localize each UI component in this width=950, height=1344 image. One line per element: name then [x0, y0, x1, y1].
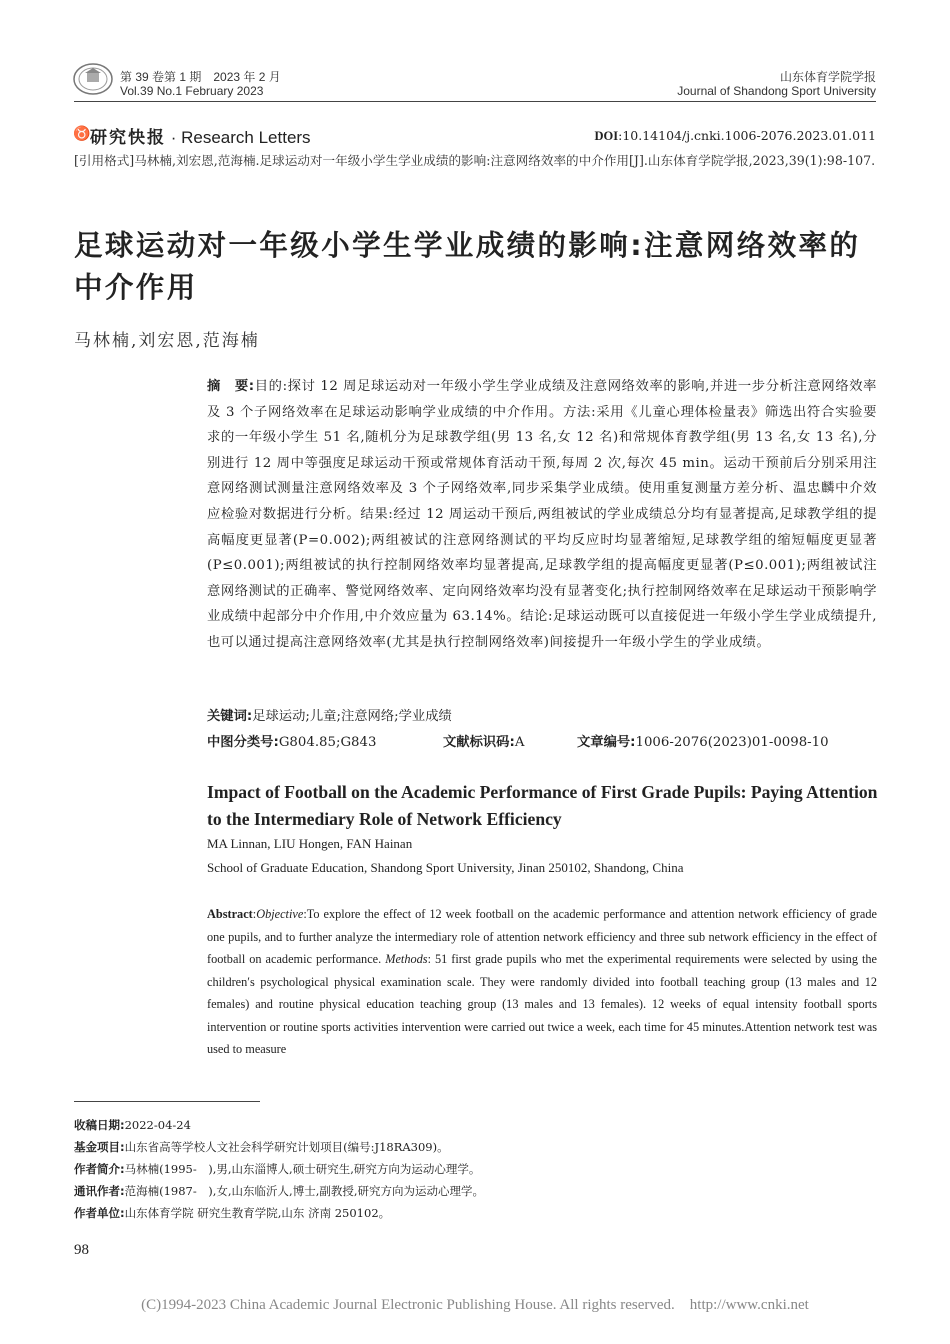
classification	[207, 731, 877, 750]
footnote-author-bio	[74, 1161, 480, 1177]
article-number-value: 1006-2076(2023)01-0098-10	[635, 735, 829, 750]
footnote-text: 范海楠(1987- ),女,山东临沂人,博士,副教授,研究方向为运动心理学。	[124, 1184, 485, 1198]
footnote-fund	[74, 1139, 449, 1155]
journal-issue	[120, 70, 281, 98]
methods-text: 51 first grade pupils who met the experimental requirements were selected by using the children′s psychological physical examination scale. They were randomly divided into football teaching group (13 males and 12 females) and routine physical education teaching group (13 males and 13 females). 12 weeks of equal intensity football sports intervention or routine sports activities intervention were carried out twice a week, each time for 45 minutes.Attention network test was used to measure	[207, 952, 877, 1056]
article-title-zh: 足球运动对一年级小学生学业成绩的影响:注意网络效率的中介作用	[74, 229, 861, 304]
column-marker-icon: ♉	[73, 126, 91, 142]
objective-label: Objective	[256, 907, 304, 921]
affiliation-en: School of Graduate Education, Shandong Sport University, Jinan 250102, Shandong, China	[207, 860, 684, 875]
keywords-text: 足球运动;儿童;注意网络;学业成绩	[252, 709, 452, 724]
abstract-zh-label: 摘 要:	[207, 379, 255, 394]
footnote-label: 基金项目:	[74, 1140, 125, 1154]
journal-logo-icon	[72, 62, 114, 96]
issue-zh: 第 39 卷第 1 期 2023 年 2 月	[120, 70, 281, 84]
footnote-label: 通讯作者:	[74, 1184, 125, 1198]
doc-code-label: 文献标识码:	[443, 735, 515, 750]
keywords	[207, 705, 452, 724]
footnote-label: 作者单位:	[74, 1206, 125, 1220]
doi-label: DOI	[594, 129, 619, 143]
journal-name	[677, 70, 876, 98]
page-number: 98	[74, 1242, 89, 1258]
authors-zh: 马林楠,刘宏恩,范海楠	[74, 331, 260, 351]
column-title-en: Research Letters	[181, 128, 311, 147]
journal-name-zh: 山东体育学院学报	[779, 70, 876, 84]
issue-en: Vol.39 No.1 February 2023	[120, 84, 264, 98]
footnote-label: 收稿日期:	[74, 1118, 125, 1132]
objective-text: To explore the effect of 12 week football on the academic performance and attention network efficiency of grade one pupils, and to further analyze the intermediary role of attention network efficiency and three sub network efficiency in the effect of football on academic performance.	[207, 907, 877, 966]
citation-format: [引用格式]马林楠,刘宏恩,范海楠.足球运动对一年级小学生学业成绩的影响:注意网络效率的中介作用[J].山东体育学院学报,2023,39(1):98-107.	[74, 153, 876, 168]
footnote-divider	[74, 1101, 260, 1102]
doi[interactable]	[595, 128, 876, 144]
keywords-label: 关键词:	[207, 709, 253, 724]
column-title-zh: 研究快报	[90, 128, 166, 148]
footnote-text: 山东省高等学校人文社会科学研究计划项目(编号:J18RA309)。	[124, 1140, 449, 1154]
footnote-text: 山东体育学院 研究生教育学院,山东 济南 250102。	[124, 1206, 391, 1220]
footnote-received	[74, 1117, 191, 1133]
header-divider	[74, 101, 876, 102]
doi-value: :10.14104/j.cnki.1006-2076.2023.01.011	[618, 128, 876, 143]
footnote-label: 作者简介:	[74, 1162, 125, 1176]
doc-code-value: A	[514, 735, 525, 750]
article-title-en: Impact of Football on the Academic Performance of First Grade Pupils: Paying Attention to the Intermediary Role of Network Efficiency	[207, 782, 878, 829]
abstract-en-label: Abstract	[207, 907, 253, 921]
column-title	[90, 123, 311, 148]
clc-value: G804.85;G843	[278, 735, 377, 750]
abstract-zh-text: 目的:探讨 12 周足球运动对一年级小学生学业成绩及注意网络效率的影响,并进一步分析注意网络效率及 3 个子网络效率在足球运动影响学业成绩的中介作用。方法:采用《儿童心理体检量表》筛选出符合实验要求的一年级小学生 51 名,随机分为足球教学组(男 13 名,女 12 名)和常规体育教学组(男 13 名,女 13 名),分别进行 12 周中等强度足球运动干预或常规体育活动干预,每周 2 次,每次 45 min。运动干预前后分别采用注意网络测试测量注意网络效率及 3 个子网络效率,同步采集学业成绩。使用重复测量方差分析、温忠麟中介效应检验对数据进行分析。结果:经过 12 周运动干预后,两组被试的学业成绩总分均有显著提高,足球教学组的提高幅度更显著(P=0.002);两组被试的注意网络测试的平均反应时均显著缩短,足球教学组的缩短幅度更显著(P≤0.001);两组被试的执行控制网络效率均显著提高,足球教学组的提高幅度更显著(P≤0.001);两组被试注意网络测试的正确率、警觉网络效率、定向网络效率均没有显著变化;执行控制网络效率在足球运动干预影响学业成绩中起部分中介作用,中介效应量为 63.14%。结论:足球运动既可以直接促进一年级小学生学业成绩提升,也可以通过提高注意网络效率(尤其是执行控制网络效率)间接提升一年级小学生的学业成绩。	[207, 379, 877, 650]
column-separator: ·	[166, 128, 182, 147]
abstract-en: Abstract:Objective:To explore the effect of 12 week football on the academic performance and attention network efficiency of grade one pupils, and to further analyze the intermediary role of attention network efficiency and three sub network efficiency in the effect of football on academic performance. Methods: 51 first grade pupils who met the experimental requirements were selected by using the children′s psychological physical examination scale. They were randomly divided into football teaching group (13 males and 12 females) and routine physical education teaching group (13 males and 13 females). 12 weeks of equal intensity football sports intervention or routine sports activities intervention were carried out twice a week, each time for 45 minutes.Attention network test was used to measure	[207, 907, 877, 1056]
authors-en: MA Linnan, LIU Hongen, FAN Hainan	[207, 836, 413, 851]
clc-label: 中图分类号:	[207, 735, 279, 750]
footnote-affiliation	[74, 1205, 390, 1221]
footnote-corresponding	[74, 1183, 484, 1199]
article-number-label: 文章编号:	[577, 735, 636, 750]
abstract-zh	[207, 374, 877, 656]
copyright-watermark: (C)1994-2023 China Academic Journal Electronic Publishing House. All rights reserved. http://www.cnki.net	[141, 1297, 809, 1313]
methods-label: Methods	[385, 952, 428, 966]
journal-name-en: Journal of Shandong Sport University	[677, 84, 876, 98]
footnote-text: 马林楠(1995- ),男,山东淄博人,硕士研究生,研究方向为运动心理学。	[124, 1162, 481, 1176]
footnote-text: 2022-04-24	[124, 1118, 191, 1132]
